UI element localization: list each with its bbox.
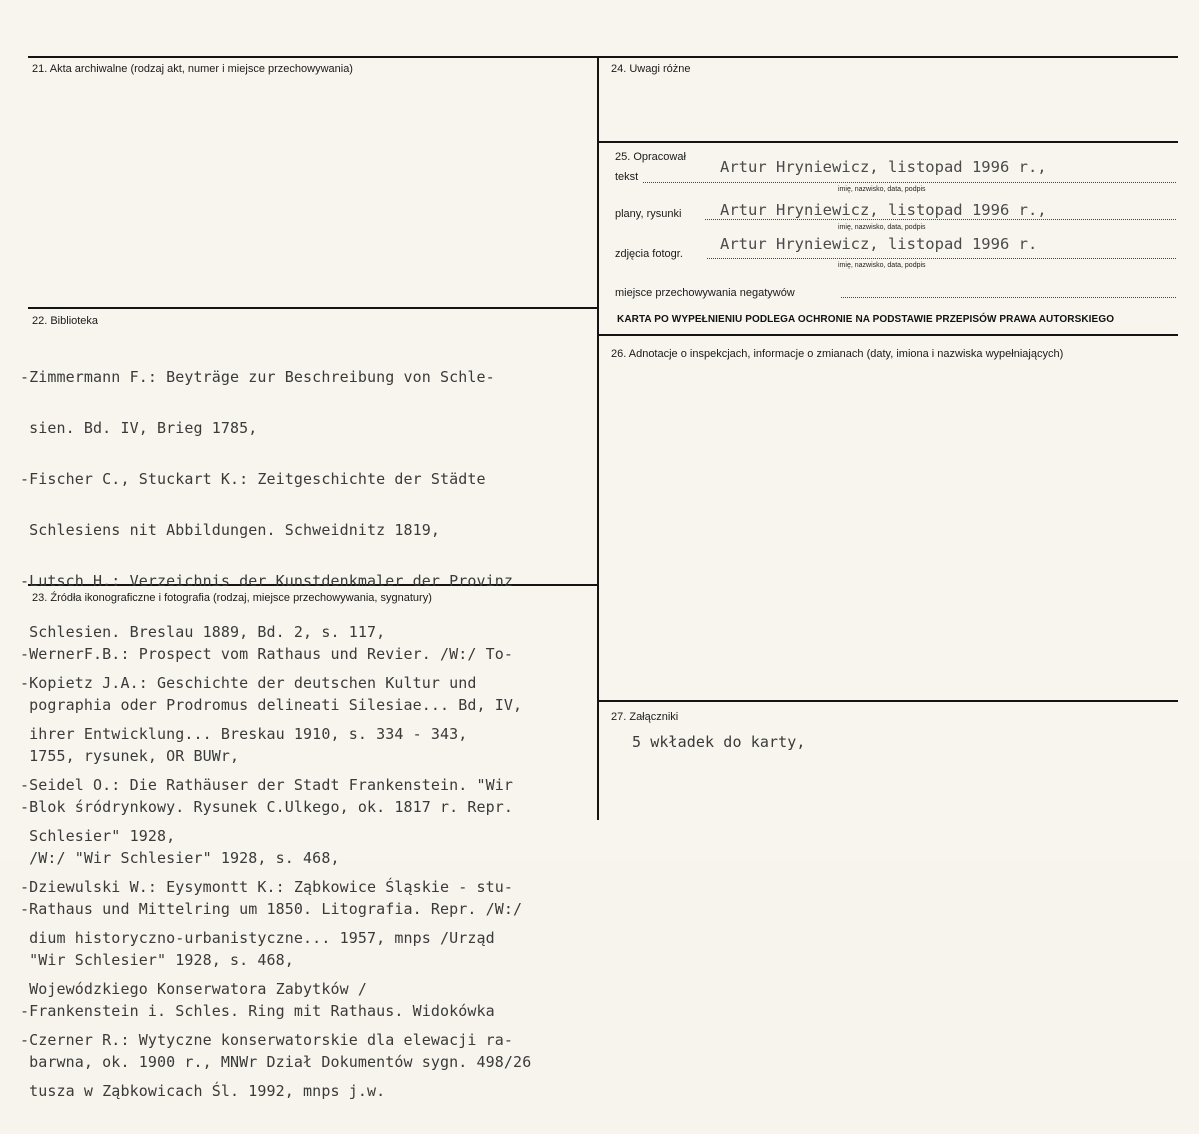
iconography-entry-line: -Rathaus und Mittelring um 1850. Litografia. Repr. /W:/ [20, 900, 523, 918]
section-25-label: 25. Opracował [615, 151, 686, 163]
library-entry-line: -Kopietz J.A.: Geschichte der deutschen Kultur und [20, 674, 477, 692]
text-author-hint: imię, nazwisko, data, podpis [838, 186, 926, 193]
library-entry-line: -Zimmermann F.: Beyträge zur Beschreibung von Schle- [20, 368, 495, 386]
iconography-entry-line: -WernerF.B.: Prospect vom Rathaus und Revier. /W:/ To- [20, 645, 514, 663]
attachments-value: 5 wkładek do karty, [632, 733, 806, 751]
library-entry-line: ihrer Entwicklung... Breskau 1910, s. 334 - 343, [20, 725, 468, 743]
plans-author-label: plany, rysunki [615, 208, 682, 220]
photos-author-label: zdjęcia fotogr. [615, 248, 683, 260]
iconography-entry-line: /W:/ "Wir Schlesier" 1928, s. 468, [20, 849, 340, 867]
photos-author-value: Artur Hryniewicz, listopad 1996 r. [720, 235, 1038, 253]
plans-author-value: Artur Hryniewicz, listopad 1996 r., [720, 201, 1047, 219]
section-24-label: 24. Uwagi różne [611, 63, 691, 75]
photos-author-hint: imię, nazwisko, data, podpis [838, 262, 926, 269]
center-divider [597, 56, 599, 820]
iconography-entry-line: -Frankenstein i. Schles. Ring mit Rathaus. Widokówka [20, 1002, 495, 1020]
library-entry-line: Wojewódzkiego Konserwatora Zabytków / [20, 980, 367, 998]
library-entry-line: tusza w Ząbkowicach Śl. 1992, mnps j.w. [20, 1082, 386, 1100]
text-author-line [643, 182, 1176, 183]
library-entry-line: -Czerner R.: Wytyczne konserwatorskie dla elewacji ra- [20, 1031, 514, 1049]
library-entry-line: dium historyczno-urbanistyczne... 1957, mnps /Urząd [20, 929, 495, 947]
section-21-label: 21. Akta archiwalne (rodzaj akt, numer i miejsce przechowywania) [32, 63, 353, 75]
library-entry-line: -Dziewulski W.: Eysymontt K.: Ząbkowice Śląskie - stu- [20, 878, 514, 896]
library-entry-line: -Lutsch H.: Verzeichnis der Kunstdenkmaler der Provinz [20, 572, 514, 590]
section-23-label: 23. Źródła ikonograficzne i fotografia (rodzaj, miejsce przechowywania, sygnatury) [32, 592, 432, 604]
negatives-line [841, 297, 1176, 298]
divider-25-26 [598, 334, 1178, 336]
divider-21-22 [28, 307, 598, 309]
plans-author-line [705, 219, 1176, 220]
copyright-notice: KARTA PO WYPEŁNIENIU PODLEGA OCHRONIE NA PODSTAWIE PRZEPISÓW PRAWA AUTORSKIEGO [617, 314, 1115, 325]
plans-author-hint: imię, nazwisko, data, podpis [838, 224, 926, 231]
text-author-label: tekst [615, 171, 639, 183]
top-border-line [28, 56, 1178, 58]
divider-24-25 [598, 141, 1178, 143]
iconography-entry-line: pographia oder Prodromus delineati Silesiae... Bd, IV, [20, 696, 523, 714]
library-entry-line: sien. Bd. IV, Brieg 1785, [20, 419, 258, 437]
section-27-label: 27. Załączniki [611, 711, 679, 723]
library-entry-line: -Fischer C., Stuckart K.: Zeitgeschichte der Städte [20, 470, 486, 488]
iconography-entry-line: -Blok śródrynkowy. Rysunek C.Ulkego, ok. 1817 r. Repr. [20, 798, 514, 816]
negatives-label: miejsce przechowywania negatywów [615, 287, 795, 299]
section-26-label: 26. Adnotacje o inspekcjach, informacje o zmianach (daty, imiona i nazwiska wypełniających) [611, 348, 1064, 360]
text-author-value: Artur Hryniewicz, listopad 1996 r., [720, 158, 1047, 176]
section-23-text [20, 612, 531, 1105]
photos-author-line [707, 258, 1176, 259]
library-entry-line: Schlesier" 1928, [20, 827, 176, 845]
iconography-entry-line: "Wir Schlesier" 1928, s. 468, [20, 951, 294, 969]
divider-26-27 [598, 700, 1178, 702]
iconography-entry-line: 1755, rysunek, OR BUWr, [20, 747, 240, 765]
library-entry-line: Schlesiens nit Abbildungen. Schweidnitz 1819, [20, 521, 441, 539]
library-entry-line: -Seidel O.: Die Rathäuser der Stadt Frankenstein. "Wir [20, 776, 514, 794]
iconography-entry-line: barwna, ok. 1900 r., MNWr Dział Dokumentów sygn. 498/26 [20, 1053, 532, 1071]
section-22-label: 22. Biblioteka [32, 315, 99, 327]
library-entry-line: Schlesien. Breslau 1889, Bd. 2, s. 117, [20, 623, 386, 641]
